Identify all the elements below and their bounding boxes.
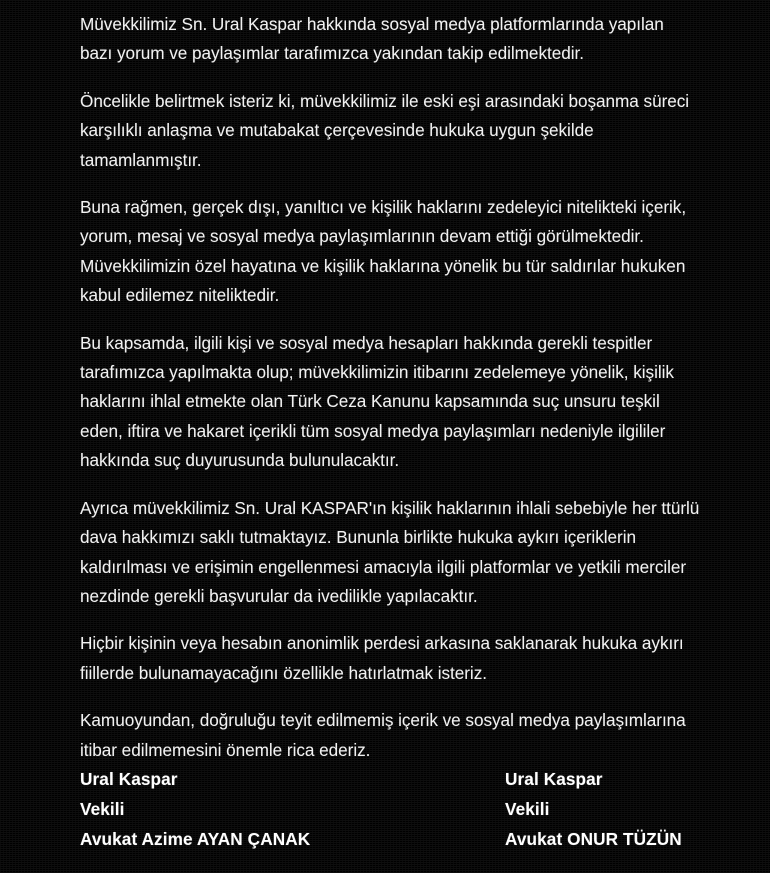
paragraph-7: Kamuoyundan, doğruluğu teyit edilmemiş içerik ve sosyal medya paylaşımlarına itibar edilmemesini önemle rica ederiz.	[80, 710, 691, 760]
paragraph-2: Öncelikle belirtmek isteriz ki, müvekkilimiz ile eski eşi arasındaki boşanma süreci karşılıklı anlaşma ve mutabakat çerçevesinde hukuka uygun şekilde tamamlanmıştır.	[80, 90, 694, 170]
signature-attorney-name: Avukat ONUR TÜZÜN	[505, 829, 682, 849]
signature-role: Vekili	[505, 799, 550, 819]
statement-body	[80, 10, 705, 765]
signature-role: Vekili	[80, 799, 125, 819]
signature-client-name: Ural Kaspar	[80, 769, 178, 789]
paragraph-1: Müvekkilimiz Sn. Ural Kaspar hakkında sosyal medya platformlarında yapılan bazı yorum ve paylaşımlar tarafımızca yakından takip edilmektedir.	[80, 14, 669, 64]
paragraph-6: Hiçbir kişinin veya hesabın anonimlik perdesi arkasına saklanarak hukuka aykırı fiillerde bulunamayacağını özellikle hatırlatmak isteriz.	[80, 633, 689, 683]
signature-column-primary	[80, 764, 505, 854]
signature-client-name: Ural Kaspar	[505, 769, 603, 789]
signature-block	[80, 764, 730, 854]
signature-column-secondary	[505, 764, 682, 854]
paragraph-5: Ayrıca müvekkilimiz Sn. Ural KASPAR'ın kişilik haklarının ihlali sebebiyle her ttürlü dava hakkımızı saklı tutmaktayız. Bununla birlikte hukuka aykırı içeriklerin kaldırılması ve erişimin engellenmesi amacıyla ilgili platformlar ve yetkili merciler nezdinde gerekli başvurular da ivedilikle yapılacaktır.	[80, 497, 705, 606]
paragraph-3: Buna rağmen, gerçek dışı, yanıltıcı ve kişilik haklarını zedeleyici nitelikteki içerik, yorum, mesaj ve sosyal medya paylaşımlarının devam ettiği görülmektedir. Müvekkilimizin özel hayatına ve kişilik haklarına yönelik bu tür saldırılar hukuken kabul edilemez niteliktedir.	[80, 197, 691, 306]
paragraph-4: Bu kapsamda, ilgili kişi ve sosyal medya hesapları hakkında gerekli tespitler tarafımızca yapılmakta olup; müvekkilimizin itibarını zedelemeye yönelik, kişilik haklarını ihlal etmekte olan Türk Ceza Kanunu kapsamında suç unsuru teşkil eden, iftira ve hakaret içerikli tüm sosyal medya paylaşımları nedeniyle ilgililer hakkında suç duyurusunda bulunulacaktır.	[80, 332, 679, 471]
signature-attorney-name: Avukat Azime AYAN ÇANAK	[80, 829, 311, 849]
